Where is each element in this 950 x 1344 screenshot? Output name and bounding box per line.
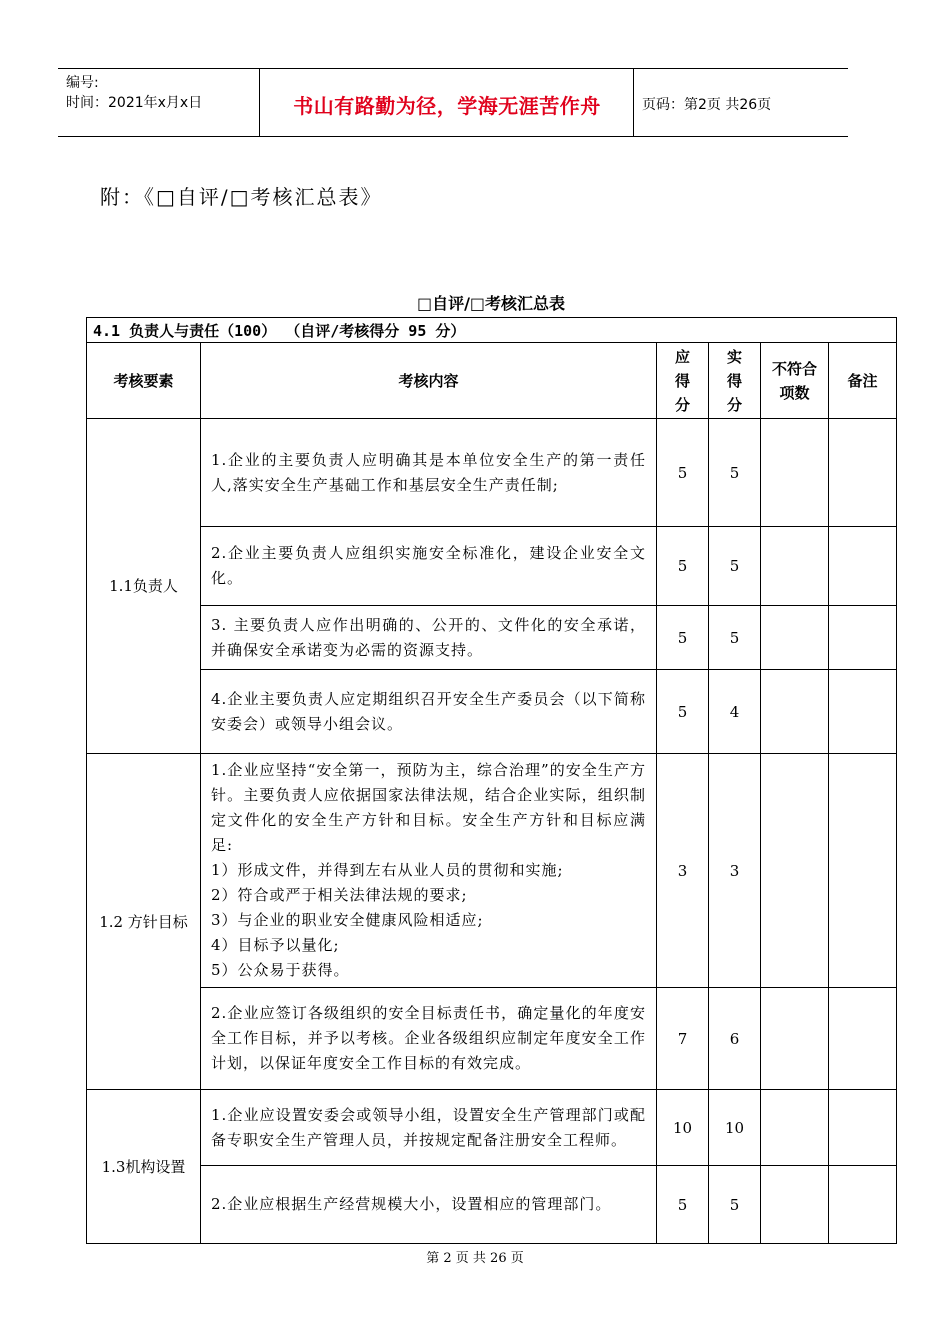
table-row (87, 670, 897, 754)
due-score-cell: 5 (657, 606, 709, 670)
attachment-title: 附：《□自评/□考核汇总表》 (100, 185, 383, 209)
table-title: □自评/□考核汇总表 (416, 294, 566, 313)
noncompliant-count-cell (761, 527, 829, 606)
col-header-due: 应得分 (657, 343, 709, 419)
content-cell: 1.企业的主要负责人应明确其是本单位安全生产的第一责任人,落实安全生产基础工作和基层安全生产责任制; (201, 419, 657, 527)
header-page-label: 页码：第2页 共26页 (642, 97, 772, 113)
content-cell: 1.企业应设置安委会或领导小组，设置安全生产管理部门或配备专职安全生产管理人员，并按规定配备注册安全工程师。 (201, 1090, 657, 1166)
col-header-element: 考核要素 (87, 343, 201, 419)
remark-cell (829, 1090, 897, 1166)
table-row (87, 1166, 897, 1244)
element-cell: 1.2 方针目标 (87, 754, 201, 1090)
noncompliant-count-cell (761, 606, 829, 670)
summary-table (86, 317, 897, 1244)
noncompliant-count-cell (761, 1090, 829, 1166)
remark-cell (829, 988, 897, 1090)
due-score-cell: 7 (657, 988, 709, 1090)
table-row (87, 988, 897, 1090)
header-bottom-rule (58, 136, 848, 137)
remark-cell (829, 1166, 897, 1244)
col-header-actual: 实得分 (709, 343, 761, 419)
actual-score-cell: 10 (709, 1090, 761, 1166)
element-cell: 1.3机构设置 (87, 1090, 201, 1244)
content-cell: 4.企业主要负责人应定期组织召开安全生产委员会（以下简称安委会）或领导小组会议。 (201, 670, 657, 754)
col-header-noncompliant: 不符合项数 (761, 343, 829, 419)
content-cell: 2.企业应根据生产经营规模大小，设置相应的管理部门。 (201, 1166, 657, 1244)
header-divider-right (633, 68, 634, 136)
header-number-label: 编号: (66, 75, 99, 91)
table-row (87, 419, 897, 527)
table-row (87, 1090, 897, 1166)
due-score-cell: 5 (657, 1166, 709, 1244)
table-row (87, 754, 897, 988)
header-time-label: 时间：2021年x月x日 (66, 95, 203, 111)
due-score-cell: 10 (657, 1090, 709, 1166)
actual-score-cell: 5 (709, 527, 761, 606)
content-cell: 2.企业应签订各级组织的安全目标责任书，确定量化的年度安全工作目标，并予以考核。企业各级组织应制定年度安全工作计划，以保证年度安全工作目标的有效完成。 (201, 988, 657, 1090)
content-cell: 2.企业主要负责人应组织实施安全标准化，建设企业安全文化。 (201, 527, 657, 606)
remark-cell (829, 527, 897, 606)
header-top-rule (58, 68, 848, 69)
col-header-remark: 备注 (829, 343, 897, 419)
table-row (87, 606, 897, 670)
section-heading: 4.1 负责人与责任（100） （自评/考核得分 95 分） (87, 318, 897, 343)
table-row (87, 527, 897, 606)
noncompliant-count-cell (761, 419, 829, 527)
section-row (87, 318, 897, 343)
header-divider-left (259, 68, 260, 136)
actual-score-cell: 5 (709, 419, 761, 527)
due-score-cell: 5 (657, 419, 709, 527)
noncompliant-count-cell (761, 988, 829, 1090)
noncompliant-count-cell (761, 754, 829, 988)
page-footer: 第 2 页 共 26 页 (426, 1251, 524, 1266)
element-cell: 1.1负责人 (87, 419, 201, 754)
remark-cell (829, 754, 897, 988)
header-motto: 书山有路勤为径，学海无涯苦作舟 (293, 94, 601, 118)
actual-score-cell: 4 (709, 670, 761, 754)
due-score-cell: 3 (657, 754, 709, 988)
header-row (87, 343, 897, 419)
col-header-content: 考核内容 (201, 343, 657, 419)
remark-cell (829, 606, 897, 670)
actual-score-cell: 5 (709, 606, 761, 670)
noncompliant-count-cell (761, 670, 829, 754)
actual-score-cell: 6 (709, 988, 761, 1090)
due-score-cell: 5 (657, 670, 709, 754)
content-cell: 3. 主要负责人应作出明确的、公开的、文件化的安全承诺，并确保安全承诺变为必需的资源支持。 (201, 606, 657, 670)
content-cell: 1.企业应坚持“安全第一，预防为主，综合治理”的安全生产方针。主要负责人应依据国家法律法规，结合企业实际，组织制定文件化的安全生产方针和目标。安全生产方针和目标应满足: 1）形成文件，并得到左右从业人员的贯彻和实施; 2）符合或严于相关法律法规的要求; 3）与企业的职业安全健康风险相适应; 4）目标予以量化; 5）公众易于获得。 (201, 754, 657, 988)
actual-score-cell: 5 (709, 1166, 761, 1244)
remark-cell (829, 419, 897, 527)
noncompliant-count-cell (761, 1166, 829, 1244)
due-score-cell: 5 (657, 527, 709, 606)
remark-cell (829, 670, 897, 754)
actual-score-cell: 3 (709, 754, 761, 988)
